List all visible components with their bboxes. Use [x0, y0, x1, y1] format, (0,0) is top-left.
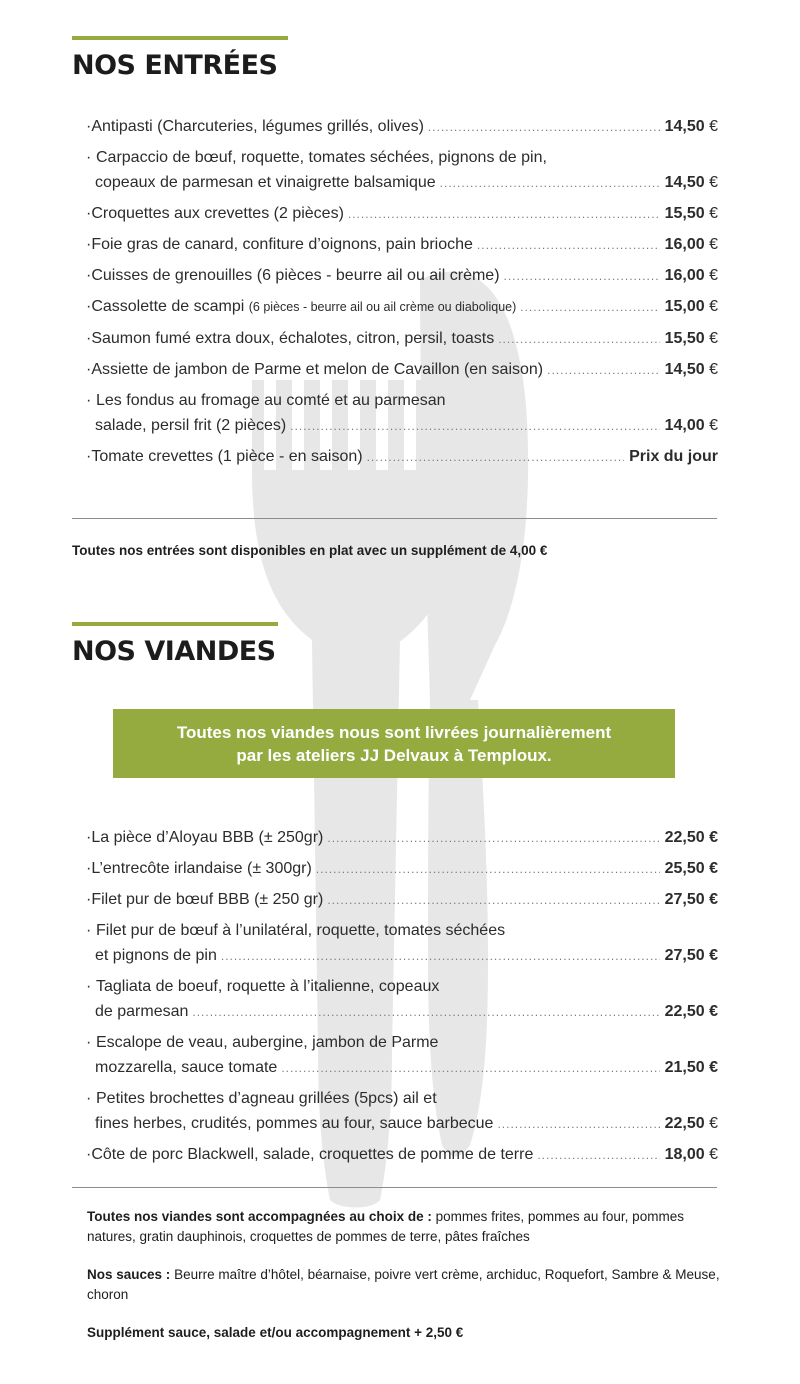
viandes-accent-bar	[72, 622, 278, 626]
menu-item: · Foie gras de canard, confiture d’oignons, pain brioche ..... 16,00 €	[86, 232, 718, 257]
leader-dots	[367, 448, 625, 466]
entrees-title: NOS ENTRÉES	[72, 50, 278, 81]
item-name: La pièce d’Aloyau BBB (± 250gr)	[91, 829, 324, 846]
item-price: Prix du jour	[629, 448, 718, 465]
menu-item: · Cassolette de scampi (6 pièces - beurre ail ou ail crème ou diabolique) ..... 15,00 €	[86, 294, 718, 320]
item-price: 22,50 €	[664, 1115, 718, 1132]
item-name: Côte de porc Blackwell, salade, croquettes de pomme de terre	[91, 1146, 534, 1163]
entrees-list	[86, 114, 718, 475]
menu-item: · Filet pur de bœuf à l’unilatéral, roquette, tomates séchées et pignons de pin ..... 27,50 €	[86, 918, 718, 968]
menu-item: · Carpaccio de bœuf, roquette, tomates séchées, pignons de pin, copeaux de parmesan et vinaigrette balsamique ..... 14,50 €	[86, 145, 718, 195]
item-name: Les fondus au fromage au comté et au parmesan	[96, 392, 446, 409]
item-name: Antipasti (Charcuteries, légumes grillés, olives)	[91, 118, 424, 135]
item-name: Filet pur de bœuf à l’unilatéral, roquette, tomates séchées	[96, 922, 506, 939]
menu-item: · Croquettes aux crevettes (2 pièces) ..... 15,50 €	[86, 201, 718, 226]
item-price: 22,50 €	[664, 829, 718, 846]
item-name-cont: copeaux de parmesan et vinaigrette balsamique	[95, 174, 436, 191]
item-price: 14,50 €	[664, 118, 718, 135]
menu-item: · Petites brochettes d’agneau grillées (5pcs) ail et fines herbes, crudités, pommes au four, sauce barbecue ..... 22,50 €	[86, 1086, 718, 1136]
menu-item: · Tagliata de boeuf, roquette à l’italienne, copeaux de parmesan ..... 22,50 €	[86, 974, 718, 1024]
item-price: 22,50 €	[664, 1003, 718, 1020]
item-price: 15,50 €	[664, 205, 718, 222]
leader-dots	[348, 205, 660, 223]
menu-item: · La pièce d’Aloyau BBB (± 250gr) ..... 22,50 €	[86, 825, 718, 850]
item-price: 14,50 €	[664, 174, 718, 191]
item-price: 27,50 €	[664, 891, 718, 908]
item-name: Assiette de jambon de Parme et melon de Cavaillon (en saison)	[91, 361, 544, 378]
entrees-accent-bar	[72, 36, 288, 40]
item-name-cont: fines herbes, crudités, pommes au four, sauce barbecue	[95, 1115, 494, 1132]
item-name: Tagliata de boeuf, roquette à l’italienne, copeaux	[96, 978, 440, 995]
leader-dots	[537, 1146, 659, 1164]
item-price: 16,00 €	[664, 267, 718, 284]
viandes-list	[86, 825, 718, 1173]
item-name: Petites brochettes d’agneau grillées (5pcs) ail et	[96, 1090, 437, 1107]
viandes-title: NOS VIANDES	[72, 636, 276, 667]
leader-dots	[281, 1059, 659, 1077]
entrees-note: Toutes nos entrées sont disponibles en plat avec un supplément de 4,00 €	[72, 543, 548, 558]
item-name: Foie gras de canard, confiture d’oignons, pain brioche	[91, 236, 473, 253]
leader-dots	[520, 298, 659, 316]
menu-item: · Antipasti (Charcuteries, légumes grillés, olives) ..... 14,50 €	[86, 114, 718, 139]
banner-line-1: Toutes nos viandes nous sont livrées journalièrement	[176, 722, 612, 742]
item-price: 15,00 €	[664, 298, 718, 315]
viandes-banner	[113, 709, 675, 778]
entrees-divider	[72, 518, 717, 519]
menu-item: · Saumon fumé extra doux, échalotes, citron, persil, toasts ..... 15,50 €	[86, 326, 718, 351]
item-name: Carpaccio de bœuf, roquette, tomates séchées, pignons de pin,	[96, 149, 547, 166]
item-name: Cassolette de scampi	[91, 298, 245, 315]
item-name: Escalope de veau, aubergine, jambon de Parme	[96, 1034, 439, 1051]
item-name: Croquettes aux crevettes (2 pièces)	[91, 205, 344, 222]
viandes-divider	[72, 1187, 717, 1188]
leader-dots	[221, 947, 660, 965]
menu-item: · Les fondus au fromage au comté et au parmesan salade, persil frit (2 pièces) ..... 14,00 €	[86, 388, 718, 438]
leader-dots	[316, 860, 660, 878]
item-name: Filet pur de bœuf BBB (± 250 gr)	[91, 891, 324, 908]
leader-dots	[504, 267, 660, 285]
menu-item: · Cuisses de grenouilles (6 pièces - beurre ail ou ail crème) ..... 16,00 €	[86, 263, 718, 288]
menu-item: · Assiette de jambon de Parme et melon de Cavaillon (en saison) ..... 14,50 €	[86, 357, 718, 382]
leader-dots	[327, 829, 659, 847]
leader-dots	[290, 417, 659, 435]
item-price: 14,00 €	[664, 417, 718, 434]
item-name-cont: salade, persil frit (2 pièces)	[95, 417, 287, 434]
item-name-cont: mozzarella, sauce tomate	[95, 1059, 278, 1076]
item-price: 18,00 €	[664, 1146, 718, 1163]
item-price: 16,00 €	[664, 236, 718, 253]
menu-item: · L’entrecôte irlandaise (± 300gr) ..... 25,50 €	[86, 856, 718, 881]
item-detail: (6 pièces - beurre ail ou ail crème ou diabolique)	[248, 300, 517, 314]
accompaniments-note: Toutes nos viandes sont accompagnées au choix de : pommes frites, pommes au four, pommes natures, gratin dauphinois, croquettes de pommes de terre, pâtes fraîches	[87, 1209, 684, 1244]
sauces-note: Nos sauces : Beurre maître d’hôtel, béarnaise, poivre vert crème, archiduc, Roquefort, Sambre & Meuse, choron	[87, 1267, 720, 1302]
leader-dots	[327, 891, 659, 909]
item-name: L’entrecôte irlandaise (± 300gr)	[91, 860, 312, 877]
supplement-note: Supplément sauce, salade et/ou accompagnement + 2,50 €	[87, 1325, 464, 1340]
leader-dots	[497, 1115, 659, 1133]
item-name: Tomate crevettes (1 pièce - en saison)	[91, 448, 363, 465]
leader-dots	[428, 118, 660, 136]
leader-dots	[498, 330, 659, 348]
item-price: 27,50 €	[664, 947, 718, 964]
leader-dots	[192, 1003, 659, 1021]
menu-item: · Côte de porc Blackwell, salade, croquettes de pomme de terre ..... 18,00 €	[86, 1142, 718, 1167]
leader-dots	[440, 174, 660, 192]
item-name-cont: et pignons de pin	[95, 947, 217, 964]
leader-dots	[477, 236, 660, 254]
item-name-cont: de parmesan	[95, 1003, 189, 1020]
menu-item: · Tomate crevettes (1 pièce - en saison) ..... Prix du jour	[86, 444, 718, 469]
banner-line-2: par les ateliers JJ Delvaux à Temploux.	[236, 745, 552, 765]
menu-item: · Filet pur de bœuf BBB (± 250 gr) ..... 27,50 €	[86, 887, 718, 912]
leader-dots	[547, 361, 659, 379]
item-name: Cuisses de grenouilles (6 pièces - beurre ail ou ail crème)	[91, 267, 500, 284]
item-price: 21,50 €	[664, 1059, 718, 1076]
item-price: 15,50 €	[664, 330, 718, 347]
item-name: Saumon fumé extra doux, échalotes, citron, persil, toasts	[91, 330, 495, 347]
item-price: 25,50 €	[664, 860, 718, 877]
item-price: 14,50 €	[664, 361, 718, 378]
menu-item: · Escalope de veau, aubergine, jambon de Parme mozzarella, sauce tomate ..... 21,50 €	[86, 1030, 718, 1080]
